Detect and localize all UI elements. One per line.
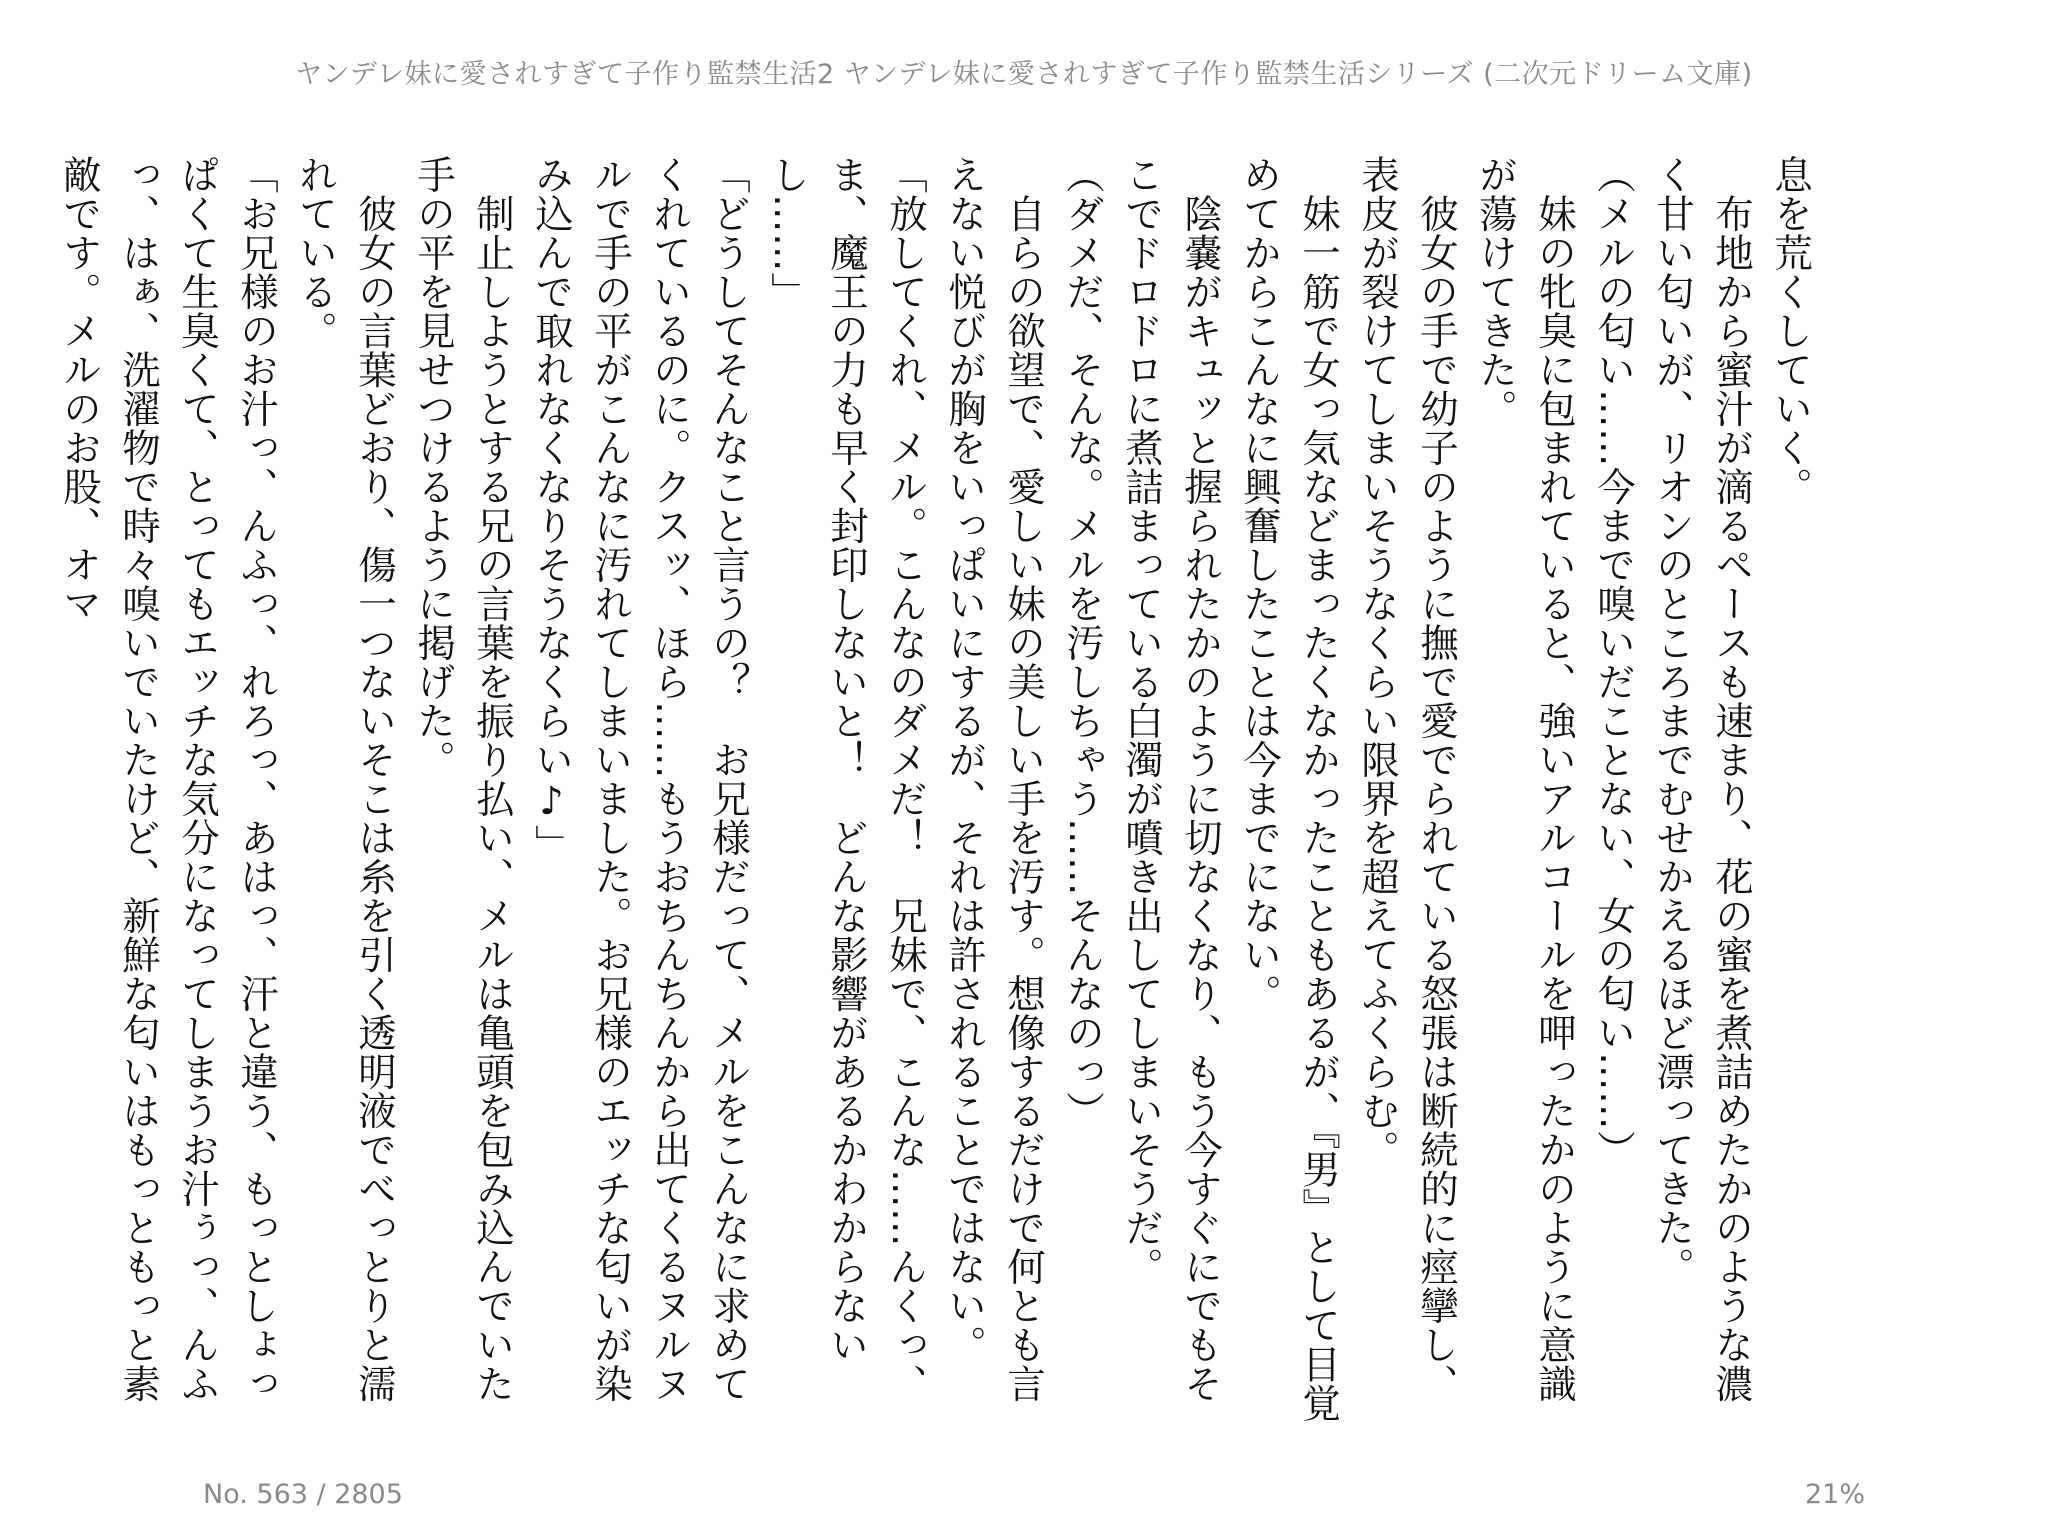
text-line: 制止しようとする兄の言葉を振り払い、メルは亀頭を包み込んでいた手の平を見せつけるように掲げた。 bbox=[411, 155, 515, 1403]
text-line: （ダメだ、そんな。メルを汚しちゃう……そんなのっ） bbox=[1060, 155, 1105, 1130]
location-indicator: No. 563 / 2805 bbox=[203, 1479, 403, 1510]
text-line: 彼女の言葉どおり、傷一つないそこは糸を引く透明液でべっとりと濡れている。 bbox=[293, 155, 397, 1403]
text-line: 息を荒くしていく。 bbox=[1768, 155, 1813, 506]
text-line: 妹の牝臭に包まれていると、強いアルコールを呷ったかのように意識が蕩けてきた。 bbox=[1473, 155, 1577, 1403]
book-title: ヤンデレ妹に愛されすぎて子作り監禁生活2 ヤンデレ妹に愛されすぎて子作り監禁生活シリーズ (二次元ドリーム文庫) bbox=[295, 59, 1753, 90]
text-line: 自らの欲望で、愛しい妹の美しい手を汚す。想像するだけで何とも言えない悦びが胸をいっぱいにするが、それは許されることではない。 bbox=[942, 155, 1046, 1403]
text-line: （メルの匂い……今まで嗅いだことない、女の匂い……） bbox=[1591, 155, 1636, 1169]
text-line: 布地から蜜汁が滴るペースも速まり、花の蜜を煮詰めたかのような濃く甘い匂いが、リオンのところまでむせかえるほど漂ってきた。 bbox=[1650, 155, 1754, 1403]
progress-percent: 21% bbox=[1804, 1479, 1865, 1510]
text-line: 陰嚢がキュッと握られたかのように切なくなり、もう今すぐにでもそこでドロドロに煮詰まっている白濁が噴き出してしまいそうだ。 bbox=[1119, 155, 1223, 1403]
text-line: 妹一筋で女っ気などまったくなかったこともあるが、『男』として目覚めてからこんなに興奮したことは今までにない。 bbox=[1237, 155, 1341, 1423]
text-line: 「お兄様のお汁っ、んふっ、れろっ、あはっ、汗と違う、もっとしょっぱくて生臭くて、とってもエッチな気分になってしまうお汁ぅっ、んふっ、はぁ、洗濯物で時々嗅いでいたけど、新鮮な匂いはもっともっと素敵です。メルのお股、オマ bbox=[57, 155, 279, 1403]
vertical-text-body bbox=[57, 155, 1820, 1425]
text-line: 彼女の手で幼子のように撫で愛でられている怒張は断続的に痙攣し、表皮が裂けてしまいそうなくらい限界を超えてふくらむ。 bbox=[1355, 155, 1459, 1403]
text-line: 「どうしてそんなこと言うの？ お兄様だって、メルをこんなに求めてくれているのに。クスッ、ほら……もうおちんちんから出てくるヌルヌルで手の平がこんなに汚れてしまいました。お兄様のエッチな匂いが染み込んで取れなくなりそうなくらい♪」 bbox=[529, 155, 751, 1403]
reader-page[interactable] bbox=[57, 155, 1820, 1425]
text-line: 「放してくれ、メル。こんなのダメだ！ 兄妹で、こんな……んくっ、ま、魔王の力も早く封印しないと！ どんな影響があるかわからないし……」 bbox=[765, 155, 928, 1403]
